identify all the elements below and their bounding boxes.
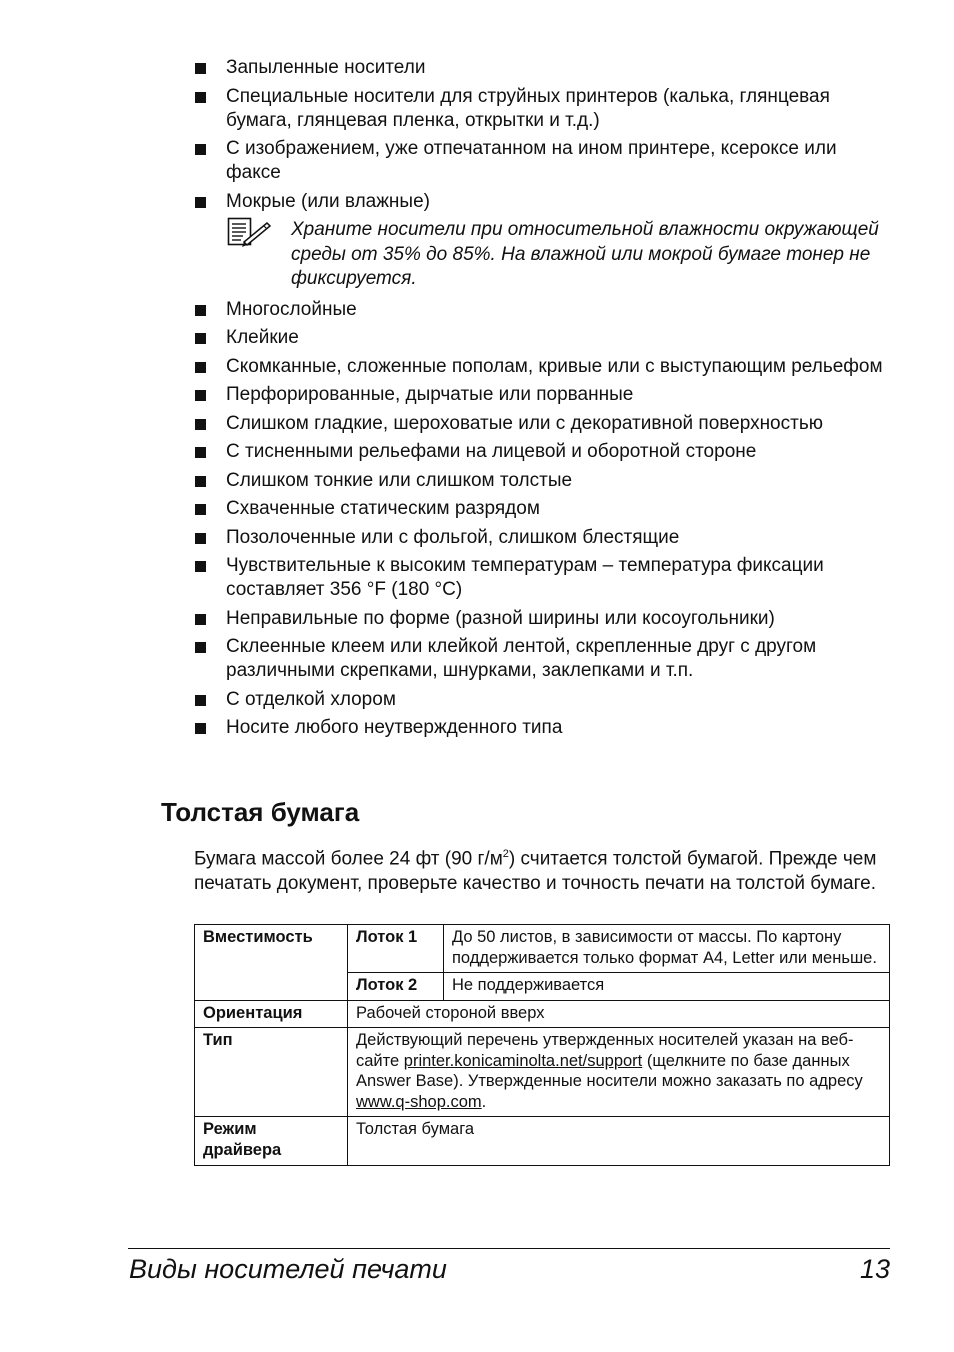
capacity-label: Вместимость <box>195 925 348 1001</box>
page-number: 13 <box>859 1254 890 1284</box>
bullet-square-icon <box>195 561 206 572</box>
tray1-value: До 50 листов, в зависимости от массы. По картону поддерживается только формат A4, Letter или меньше. <box>444 925 890 973</box>
list-item: С тисненными рельефами на лицевой и оборотной стороне <box>195 440 895 464</box>
list-item: Перфорированные, дырчатые или порванные <box>195 383 895 407</box>
bullet-square-icon <box>195 63 206 74</box>
type-value: Действующий перечень утвержденных носителей указан на веб-сайте printer.konicaminolta.net/support (щелкните по базе данных Answer Base). Утвержденные носители можно заказать по адресу www.q-shop.com. <box>348 1028 890 1117</box>
type-label: Тип <box>195 1028 348 1117</box>
bullet-square-icon <box>195 447 206 458</box>
bullet-list <box>195 56 895 745</box>
list-item: Склеенные клеем или клейкой лентой, скрепленные друг с другом различными скрепками, шнурками, заклепками и т.п. <box>195 635 895 683</box>
note-text: Храните носители при относительной влажности окружающей среды от 35% до 85%. На влажной или мокрой бумаге тонер не фиксируется. <box>291 219 879 289</box>
driver-label: Режим драйвера <box>195 1117 348 1166</box>
table-row <box>195 1028 890 1117</box>
list-item: Специальные носители для струйных принтеров (калька, глянцевая бумага, глянцевая пленка, открытки и т.д.) <box>195 85 895 133</box>
tray2-label: Лоток 2 <box>348 973 444 1001</box>
list-item: Мокрые (или влажные) <box>195 190 895 214</box>
tray1-label: Лоток 1 <box>348 925 444 973</box>
section-intro: Бумага массой более 24 фт (90 $г/м^2$) считается толстой бумагой. Прежде чем печатать документ, проверьте качество и точность печати на толстой бумаге. <box>194 848 877 894</box>
footer-title: Виды носителей печати <box>129 1254 447 1284</box>
orientation-value: Рабочей стороной вверх <box>348 1000 890 1028</box>
paper-spec-table <box>194 924 890 1166</box>
bullet-square-icon <box>195 390 206 401</box>
bullet-square-icon <box>195 144 206 155</box>
list-item: С изображением, уже отпечатанном на ином принтере, ксероксе или факсе <box>195 137 895 185</box>
list-item: Слишком тонкие или слишком толстые <box>195 469 895 493</box>
list-item: Скомканные, сложенные пополам, кривые или с выступающим рельефом <box>195 355 895 379</box>
shop-link[interactable]: www.q-shop.com <box>356 1092 482 1111</box>
bullet-square-icon <box>195 533 206 544</box>
table-row <box>195 1000 890 1028</box>
tray2-value: Не поддерживается <box>444 973 890 1001</box>
bullet-square-icon <box>195 476 206 487</box>
list-item: Чувствительные к высоким температурам – температура фиксации составляет 356 °F (180 °C) <box>195 554 895 602</box>
bullet-square-icon <box>195 504 206 515</box>
bullet-square-icon <box>195 305 206 316</box>
list-item: Позолоченные или с фольгой, слишком блестящие <box>195 526 895 550</box>
list-item: Клейкие <box>195 326 895 350</box>
list-item: Слишком гладкие, шероховатые или с декоративной поверхностью <box>195 412 895 436</box>
driver-value: Толстая бумага <box>348 1117 890 1166</box>
list-item: Неправильные по форме (разной ширины или косоугольники) <box>195 607 895 631</box>
bullet-square-icon <box>195 197 206 208</box>
list-item: Схваченные статическим разрядом <box>195 497 895 521</box>
footer-divider <box>128 1248 890 1249</box>
orientation-label: Ориентация <box>195 1000 348 1028</box>
bullet-square-icon <box>195 695 206 706</box>
bullet-square-icon <box>195 419 206 430</box>
list-item: Носите любого неутвержденного типа <box>195 716 895 740</box>
table-row <box>195 925 890 973</box>
note-pencil-icon <box>227 217 273 247</box>
list-item: Многослойные <box>195 298 895 322</box>
bullet-square-icon <box>195 723 206 734</box>
bullet-square-icon <box>195 614 206 625</box>
bullet-square-icon <box>195 333 206 344</box>
list-item: С отделкой хлором <box>195 688 895 712</box>
section-heading: Толстая бумага <box>161 797 360 827</box>
bullet-square-icon <box>195 362 206 373</box>
bullet-square-icon <box>195 642 206 653</box>
note-block <box>195 218 895 292</box>
support-link[interactable]: printer.konicaminolta.net/support <box>403 1051 643 1070</box>
table-row <box>195 1117 890 1166</box>
bullet-square-icon <box>195 92 206 103</box>
list-item: Запыленные носители <box>195 56 895 80</box>
